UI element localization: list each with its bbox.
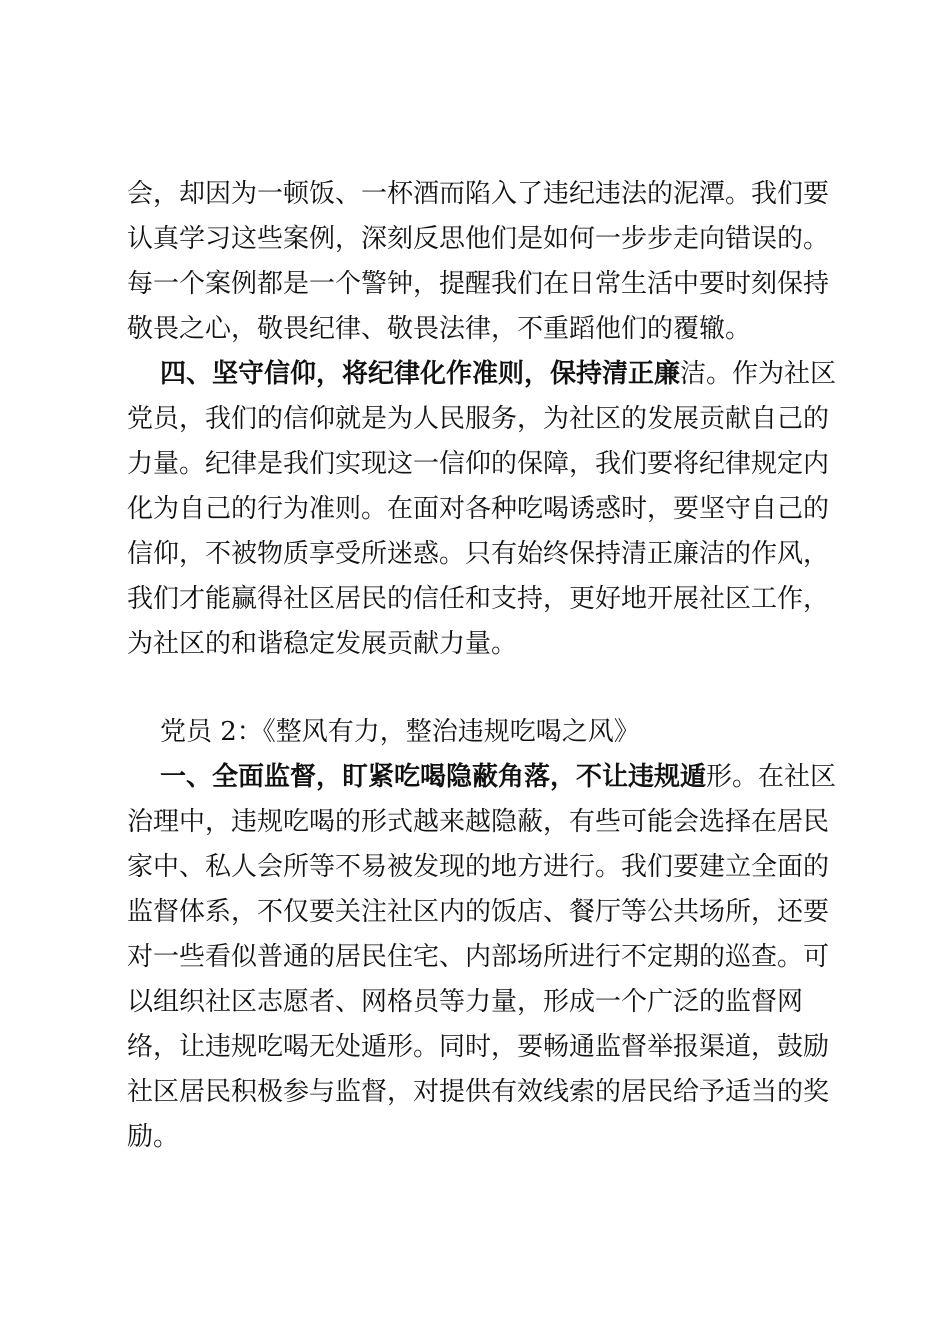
text-line: 社区居民积极参与监督，对提供有效线索的居民给予适当的奖	[127, 1077, 830, 1107]
text-line	[160, 760, 837, 794]
text-segment: 形。在社区	[706, 762, 837, 792]
text-line: 治理中，违规吃喝的形式越来越隐蔽，有些可能会选择在居民	[127, 807, 830, 837]
text-segment: 洁。作为社区	[680, 359, 837, 389]
text-line: 信仰，不被物质享受所迷惑。只有始终保持清正廉洁的作风，	[127, 539, 830, 569]
text-line: 化为自己的行为准则。在面对各种吃喝诱惑时，要坚守自己的	[127, 494, 830, 524]
paragraph-heading: 四、坚守信仰，将纪律化作准则，保持清正廉	[160, 359, 681, 389]
text-line: 我们才能赢得社区居民的信任和支持，更好地开展社区工作，	[127, 584, 830, 614]
text-line: 家中、私人会所等不易被发现的地方进行。我们要建立全面的	[127, 852, 830, 882]
text-line: 为社区的和谐稳定发展贡献力量。	[127, 629, 518, 659]
text-line: 以组织社区志愿者、网格员等力量，形成一个广泛的监督网	[127, 987, 804, 1017]
text-line: 络，让违规吃喝无处遁形。同时，要畅通监督举报渠道，鼓励	[127, 1032, 830, 1062]
text-line: 会，却因为一顿饭、一杯酒而陷入了违纪违法的泥潭。我们要	[127, 179, 830, 209]
text-line: 每一个案例都是一个警钟，提醒我们在日常生活中要时刻保持	[127, 269, 830, 299]
text-line: 敬畏之心，敬畏纪律、敬畏法律，不重蹈他们的覆辙。	[127, 314, 752, 344]
text-line: 监督体系，不仅要关注社区内的饭店、餐厅等公共场所，还要	[127, 897, 830, 927]
paragraph-heading: 一、全面监督，盯紧吃喝隐蔽角落，不让违规遁	[160, 762, 707, 792]
text-line: 力量。纪律是我们实现这一信仰的保障，我们要将纪律规定内	[127, 449, 830, 479]
text-line: 认真学习这些案例，深刻反思他们是如何一步步走向错误的。	[127, 224, 830, 254]
text-line	[160, 357, 837, 391]
text-line: 励。	[127, 1122, 180, 1152]
section-title: 党员 2：《整风有力，整治违规吃喝之风》	[160, 717, 640, 747]
text-line: 党员，我们的信仰就是为人民服务，为社区的发展贡献自己的	[127, 404, 830, 434]
text-line: 对一些看似普通的居民住宅、内部场所进行不定期的巡查。可	[127, 942, 830, 972]
